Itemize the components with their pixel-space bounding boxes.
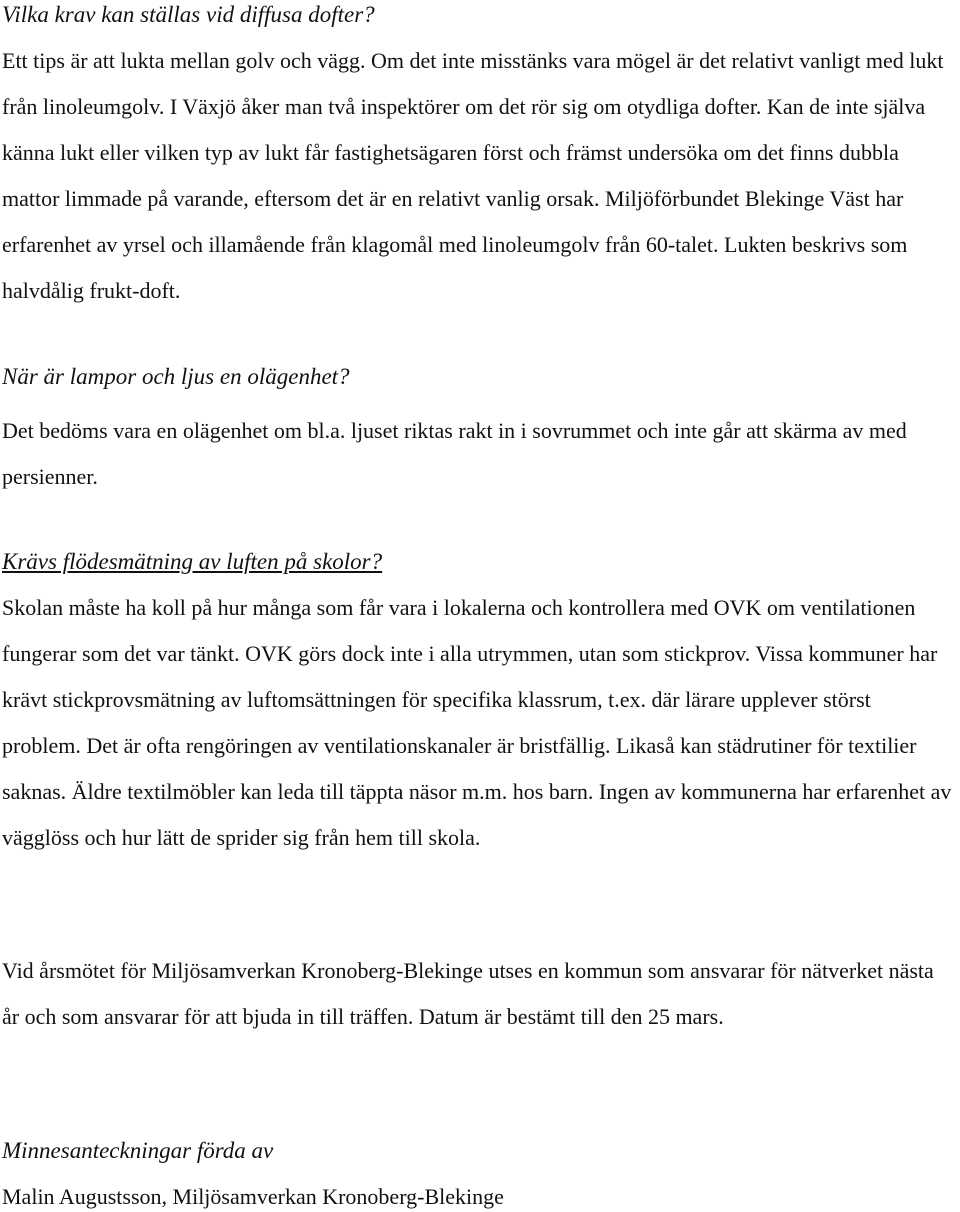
paragraph-lampor-ljus: Det bedöms vara en olägenhet om bl.a. ljuset riktas rakt in i sovrummet och inte går att skärma av med persienner. (2, 418, 907, 489)
section-flodesmatning (2, 547, 952, 861)
heading-lampor-ljus: När är lampor och ljus en olägenhet? (2, 364, 350, 389)
heading-flodesmatning: Krävs flödesmätning av luften på skolor? (2, 549, 383, 574)
section-diffusa-dofter (2, 0, 952, 314)
paragraph-flodesmatning: Skolan måste ha koll på hur många som får vara i lokalerna och kontrollera med OVK om ventilationen fungerar som det var tänkt. OVK görs dock inte i alla utrymmen, utan som stickprov. Vissa kommuner har krävt stickprovsmätning av luftomsättningen för specifika klassrum, t.ex. där lärare upplever störst problem. Det är ofta rengöringen av ventilationskanaler är bristfällig. Likaså kan städrutiner för textilier saknas. Äldre textilmöbler kan leda till täppta näsor m.m. hos barn. Ingen av kommunerna har erfarenhet av vägglöss och hur lätt de sprider sig från hem till skola. (2, 595, 952, 850)
paragraph-arsmote: Vid årsmötet för Miljösamverkan Kronoberg-Blekinge utses en kommun som ansvarar för nätverket nästa år och som ansvarar för att bjuda in till träffen. Datum är bestämt till den 25 mars. (2, 958, 934, 1029)
signature-block (2, 1136, 952, 1212)
section-lampor-ljus (2, 362, 952, 500)
signature-label: Minnesanteckningar förda av (2, 1138, 274, 1163)
heading-diffusa-dofter: Vilka krav kan ställas vid diffusa dofter? (2, 2, 375, 27)
signature-name: Malin Augustsson, Miljösamverkan Kronoberg-Blekinge (2, 1184, 504, 1209)
paragraph-diffusa-dofter: Ett tips är att lukta mellan golv och vägg. Om det inte misstänks vara mögel är det relativt vanligt med lukt från linoleumgolv. I Växjö åker man två inspektörer om det rör sig om otydliga dofter. Kan de inte själva känna lukt eller vilken typ av lukt får fastighetsägaren först och främst undersöka om det finns dubbla mattor limmade på varande, eftersom det är en relativt vanlig orsak. Miljöförbundet Blekinge Väst har erfarenhet av yrsel och illamående från klagomål med linoleumgolv från 60-talet. Lukten beskrivs som halvdålig frukt-doft. (2, 48, 944, 303)
section-arsmote (2, 948, 952, 1040)
